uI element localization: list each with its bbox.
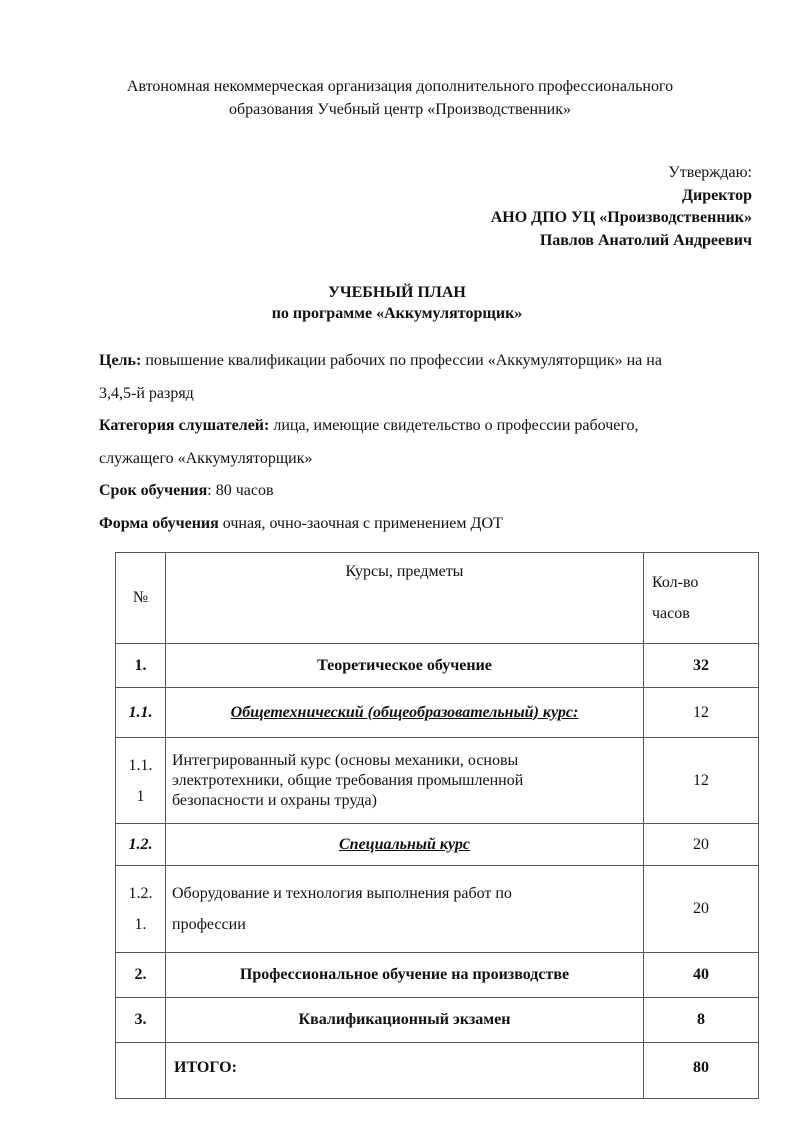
approval-position: Директор: [682, 186, 752, 204]
row-num-line-2: 1.: [134, 916, 147, 933]
approval-label: Утверждаю:: [668, 164, 752, 181]
goal-line: [99, 345, 753, 378]
category-label: Категория слушателей:: [99, 417, 270, 434]
table-row: [116, 644, 759, 688]
row-hours: 20: [644, 824, 759, 866]
table-row: [116, 688, 759, 738]
document-title: [0, 282, 794, 324]
header-hours-line-2: часов: [652, 605, 690, 622]
form-label: Форма обучения: [99, 514, 219, 532]
row-name-line-3: безопасности и охраны труда): [172, 791, 377, 809]
row-name-line-1: Интегрированный курс (основы механики, основы: [172, 751, 519, 769]
table-row: [116, 998, 759, 1043]
row-hours: 8: [644, 998, 759, 1043]
row-num: 3.: [116, 998, 166, 1043]
approval-org: АНО ДПО УЦ «Производственник»: [490, 209, 752, 226]
table-row: [116, 953, 759, 998]
row-hours: 32: [644, 644, 759, 688]
table-row: [116, 824, 759, 866]
total-hours: 80: [644, 1043, 759, 1099]
category-line: [99, 410, 753, 443]
form-text: очная, очно-заочная с применением ДОТ: [218, 514, 503, 532]
row-name-line-2: профессии: [172, 916, 246, 933]
curriculum-table: [115, 552, 759, 1099]
approval-block: [491, 162, 752, 252]
category-text: лица, имеющие свидетельство о профессии рабочего,: [269, 417, 639, 434]
row-hours: 12: [644, 688, 759, 738]
row-num-line-1: 1.2.: [128, 885, 153, 902]
row-name: Теоретическое обучение: [166, 644, 644, 688]
row-hours: 20: [644, 866, 759, 953]
row-name: Общетехнический (общеобразовательный) курс:: [166, 688, 644, 738]
row-name: Специальный курс: [166, 824, 644, 866]
header-hours: [644, 553, 759, 644]
approval-name: Павлов Анатолий Андреевич: [539, 231, 752, 249]
row-name: [166, 738, 644, 824]
form-line: [99, 508, 753, 541]
organization-line-1: Автономная некоммерческая организация дополнительного профессионального: [126, 78, 674, 95]
table-row: [116, 866, 759, 953]
program-info: [99, 345, 753, 540]
table-row: [116, 738, 759, 824]
row-num: 2.: [116, 953, 166, 998]
row-hours: 12: [644, 738, 759, 824]
title-main: УЧЕБНЫЙ ПЛАН: [328, 284, 466, 301]
row-name-line-1: Оборудование и технология выполнения работ по: [172, 885, 512, 902]
goal-text: повышение квалификации рабочих по профессии «Аккумуляторщик» на на: [141, 352, 662, 369]
row-name: Квалификационный экзамен: [166, 998, 644, 1043]
duration-label: Срок обучения: [99, 482, 208, 499]
row-num: [116, 1043, 166, 1099]
row-hours: 40: [644, 953, 759, 998]
duration-line: [99, 475, 753, 508]
category-line-2: служащего «Аккумуляторщик»: [99, 449, 313, 467]
row-num: [116, 866, 166, 953]
total-label: ИТОГО:: [166, 1043, 644, 1099]
row-name: Профессиональное обучение на производстве: [166, 953, 644, 998]
goal-label: Цель:: [99, 352, 142, 369]
title-subtitle: по программе «Аккумуляторщик»: [271, 305, 523, 322]
goal-line-2: 3,4,5-й разряд: [99, 384, 194, 402]
table-total-row: [116, 1043, 759, 1099]
row-num: 1.1.: [116, 688, 166, 738]
row-num: 1.: [116, 644, 166, 688]
header-num: №: [116, 553, 166, 644]
header-hours-line-1: Кол-во: [652, 574, 699, 591]
row-name: [166, 866, 644, 953]
row-num: 1.2.: [116, 824, 166, 866]
table-header-row: [116, 553, 759, 644]
row-num-line-1: 1.1.: [128, 756, 153, 774]
organization-line-2: образования Учебный центр «Производственник»: [229, 101, 571, 118]
row-num: [116, 738, 166, 824]
row-num-line-2: 1: [136, 787, 145, 805]
row-name-line-2: электротехники, общие требования промышленной: [172, 771, 524, 789]
organization-header: [40, 75, 760, 121]
header-name: Курсы, предметы: [166, 553, 644, 644]
duration-text: : 80 часов: [207, 482, 274, 499]
